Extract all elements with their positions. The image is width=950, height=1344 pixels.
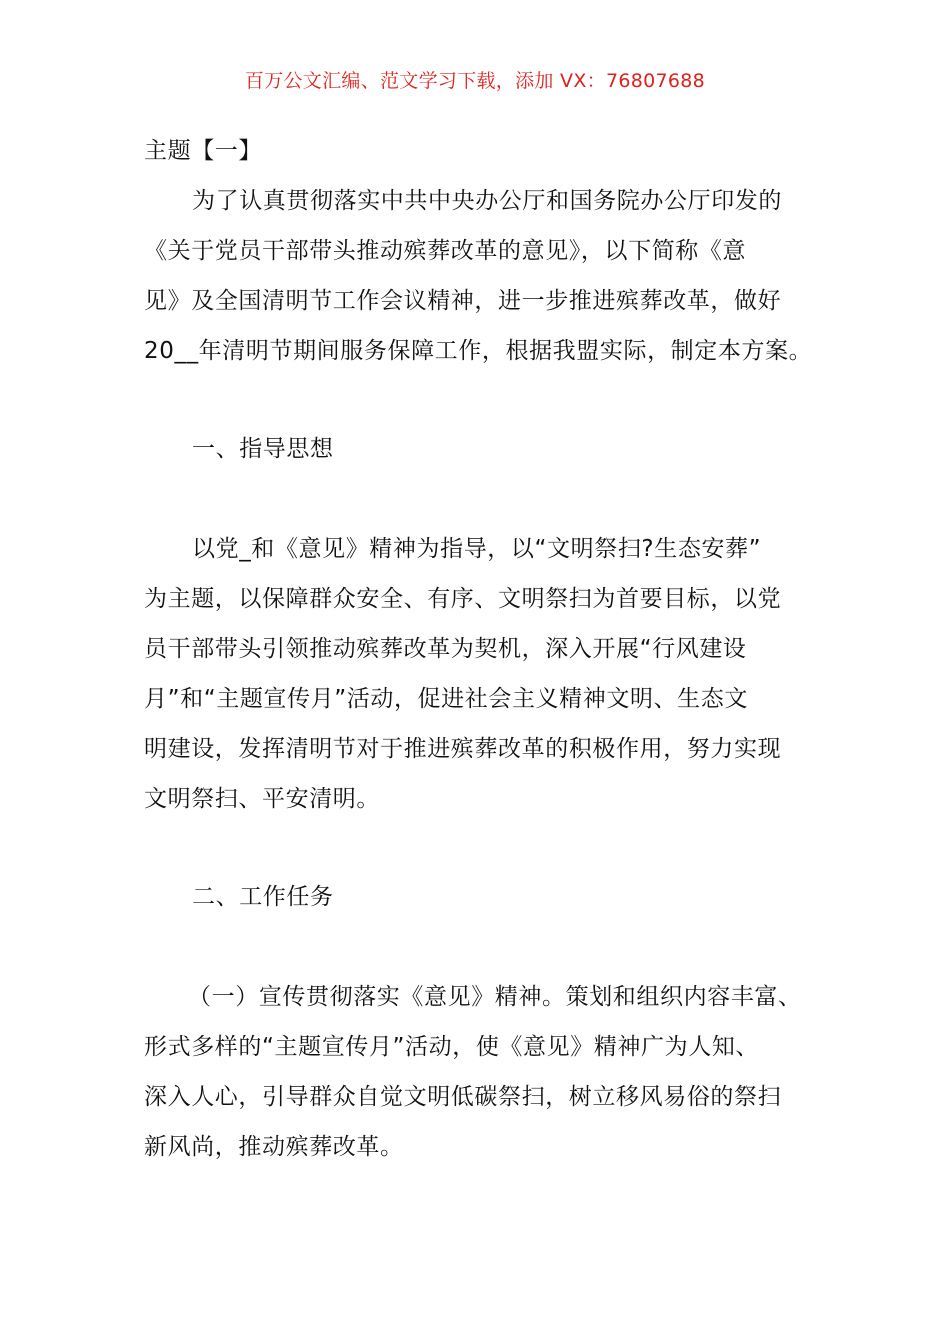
paragraph-line: 新风尚，推动殡葬改革。: [144, 1134, 404, 1160]
paragraph-line: 以党_和《意见》精神为指导，以“文明祭扫?生态安葬”: [192, 536, 762, 562]
header-banner: 百万公文汇编、范文学习下载，添加 VX：76807688: [244, 70, 706, 92]
paragraph-line: 为了认真贯彻落实中共中央办公厅和国务院办公厅印发的: [192, 188, 782, 214]
paragraph-line: 为主题，以保障群众安全、有序、文明祭扫为首要目标，以党: [144, 586, 782, 612]
paragraph-line: 明建设，发挥清明节对于推进殡葬改革的积极作用，努力实现: [144, 736, 782, 762]
paragraph-line: 20__年清明节期间服务保障工作，根据我盟实际，制定本方案。: [144, 338, 813, 364]
paragraph-line: 《关于党员干部带头推动殡葬改革的意见》，以下简称《意: [144, 238, 747, 264]
paragraph-line: 深入人心，引导群众自觉文明低碳祭扫，树立移风易俗的祭扫: [144, 1084, 782, 1110]
section2-heading-block: [144, 872, 808, 922]
intro-paragraph: [144, 176, 813, 376]
paragraph-line: 形式多样的“主题宣传月”活动，使《意见》精神广为人知、: [144, 1034, 760, 1060]
paragraph-line: （一）宣传贯彻落实《意见》精神。策划和组织内容丰富、: [188, 984, 802, 1010]
paragraph-line: 文明祭扫、平安清明。: [144, 786, 380, 812]
section1-heading-block: [144, 424, 808, 474]
paragraph-line: 见》及全国清明节工作会议精神，进一步推进殡葬改革，做好: [144, 288, 782, 314]
paragraph-line: 月”和“主题宣传月”活动，促进社会主义精神文明、生态文: [144, 686, 748, 712]
document-title-block: [144, 126, 808, 176]
document-title: 主题【一】: [144, 138, 262, 164]
section1-paragraph: [144, 524, 808, 824]
section-heading: 一、指导思想: [192, 436, 334, 462]
paragraph-line: 员干部带头引领推动殡葬改革为契机，深入开展“行风建设: [144, 636, 747, 662]
section2-paragraph: [144, 972, 808, 1172]
section-heading: 二、工作任务: [192, 884, 334, 910]
